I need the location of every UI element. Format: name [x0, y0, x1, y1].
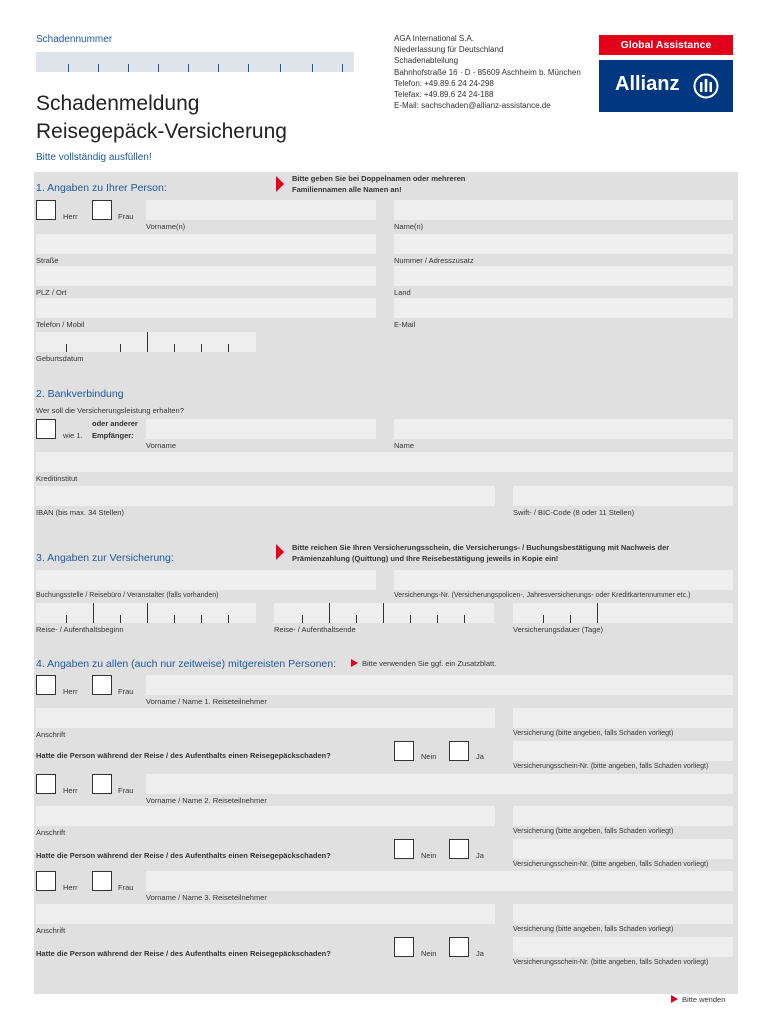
swift-label: Swift- / BIC-Code (8 oder 11 Stellen) — [513, 508, 635, 517]
p3-versicherung-field[interactable] — [513, 904, 733, 924]
p3-ja-checkbox[interactable] — [449, 937, 469, 957]
herr-checkbox[interactable] — [36, 200, 56, 220]
company-line: Niederlassung für Deutschland — [394, 45, 504, 55]
company-line: Telefon: +49.89.6 24 24-298 — [394, 78, 494, 88]
telefon-field[interactable] — [36, 298, 376, 318]
page-title-line2: Reisegepäck-Versicherung — [36, 120, 287, 143]
p1-herr-checkbox[interactable] — [36, 675, 56, 695]
buchungsstelle-label: Buchungsstelle / Reisebüro / Veranstalter (falls vorhanden) — [36, 592, 219, 599]
kreditinstitut-label: Kreditinstitut — [36, 474, 78, 483]
p3-question: Hatte die Person während der Reise / des Aufenthalts einen Reisegepäckschaden? — [36, 949, 331, 958]
allianz-wordmark: Allianz — [615, 73, 680, 95]
bank-vorname-field[interactable] — [146, 419, 376, 439]
vorname-field[interactable] — [146, 200, 376, 220]
vorname-label: Vorname(n) — [146, 222, 186, 231]
p3-herr-checkbox[interactable] — [36, 871, 56, 891]
p3-schein-field[interactable] — [513, 937, 733, 957]
p3-name-label: Vorname / Name 3. Reiseteilnehmer — [146, 893, 267, 902]
p2-versicherung-field[interactable] — [513, 806, 733, 826]
plz-field[interactable] — [36, 266, 376, 286]
p2-anschrift-label: Anschrift — [36, 828, 66, 837]
hint-arrow-icon — [276, 176, 284, 192]
email-label: E-Mail — [394, 320, 416, 329]
company-line: E-Mail: sachschaden@allianz-assistance.de — [394, 101, 551, 111]
claim-number-label: Schadennummer — [36, 34, 113, 45]
allianz-logo — [599, 60, 733, 112]
p1-versicherung-field[interactable] — [513, 708, 733, 728]
p1-question: Hatte die Person während der Reise / des Aufenthalts einen Reisegepäckschaden? — [36, 751, 331, 760]
versicherungsnr-field[interactable] — [394, 570, 733, 590]
p1-frau-label: Frau — [118, 687, 134, 696]
p3-frau-label: Frau — [118, 883, 134, 892]
section1-title: 1. Angaben zu Ihrer Person: — [36, 182, 167, 194]
allianz-eagle-icon — [693, 73, 719, 99]
strasse-label: Straße — [36, 256, 59, 265]
p3-frau-checkbox[interactable] — [92, 871, 112, 891]
nummer-label: Nummer / Adresszusatz — [394, 256, 474, 265]
hint-arrow-icon — [276, 544, 284, 560]
p3-nein-label: Nein — [421, 949, 437, 958]
other-recipient-label2: Empfänger: — [92, 431, 134, 440]
plz-label: PLZ / Ort — [36, 288, 67, 297]
p3-nein-checkbox[interactable] — [394, 937, 414, 957]
p3-versicherung-label: Versicherung (bitte angeben, falls Schaden vorliegt) — [513, 926, 674, 933]
p2-name-label: Vorname / Name 2. Reiseteilnehmer — [146, 796, 267, 805]
p2-nein-label: Nein — [421, 851, 437, 860]
hint-arrow-icon — [351, 659, 358, 667]
p1-ja-label: Ja — [476, 752, 484, 761]
p1-nein-checkbox[interactable] — [394, 741, 414, 761]
land-field[interactable] — [394, 266, 733, 286]
company-line: AGA International S.A. — [394, 34, 475, 43]
p3-ja-label: Ja — [476, 949, 484, 958]
p2-ja-checkbox[interactable] — [449, 839, 469, 859]
bank-name-field[interactable] — [394, 419, 733, 439]
dauer-label: Versicherungsdauer (Tage) — [513, 625, 604, 634]
next-page-arrow-icon — [671, 995, 678, 1003]
herr-label: Herr — [63, 212, 78, 221]
other-recipient-label1: oder anderer — [92, 419, 138, 428]
p1-schein-label: Versicherungsschein-Nr. (bitte angeben, falls Schaden vorliegt) — [513, 763, 709, 770]
telefon-label: Telefon / Mobil — [36, 320, 85, 329]
company-line: Telefax: +49.89.6 24 24-188 — [394, 90, 494, 100]
swift-field[interactable] — [513, 486, 733, 506]
land-label: Land — [394, 288, 411, 297]
global-assistance-banner: Global Assistance — [599, 35, 733, 55]
dauer-field[interactable] — [513, 603, 733, 623]
bank-vorname-label: Vorname — [146, 441, 177, 450]
p2-frau-checkbox[interactable] — [92, 774, 112, 794]
fill-note: Bitte vollständig ausfüllen! — [36, 152, 152, 163]
section3-hint: Bitte reichen Sie Ihren Versicherungsschein, die Versicherungs- / Buchungsbestätigung mit Nachweis der Prämienzahlung (Quittung) und Ihre Reisebestätigung jeweils in Kopie ein! — [292, 543, 670, 563]
p2-herr-checkbox[interactable] — [36, 774, 56, 794]
buchungsstelle-field[interactable] — [36, 570, 376, 590]
p2-frau-label: Frau — [118, 786, 134, 795]
beginn-field[interactable] — [36, 603, 256, 623]
p1-herr-label: Herr — [63, 687, 78, 696]
p1-anschrift-field[interactable] — [36, 708, 495, 728]
nummer-field[interactable] — [394, 234, 733, 254]
section4-hint: Bitte verwenden Sie ggf. ein Zusatzblatt. — [362, 659, 497, 668]
geburtsdatum-field[interactable] — [36, 332, 256, 352]
wie1-label: wie 1. — [63, 431, 83, 440]
claim-number-field[interactable] — [36, 52, 354, 72]
p1-ja-checkbox[interactable] — [449, 741, 469, 761]
p1-frau-checkbox[interactable] — [92, 675, 112, 695]
section4-title: 4. Angaben zu allen (auch nur zeitweise) mitgereisten Personen: — [36, 658, 337, 670]
page-title-line1: Schadenmeldung — [36, 92, 200, 115]
p1-anschrift-label: Anschrift — [36, 730, 66, 739]
p2-ja-label: Ja — [476, 851, 484, 860]
p3-herr-label: Herr — [63, 883, 78, 892]
p1-nein-label: Nein — [421, 752, 437, 761]
p2-anschrift-field[interactable] — [36, 806, 495, 826]
next-page-label: Bitte wenden — [682, 995, 726, 1004]
iban-label: IBAN (bis max. 34 Stellen) — [36, 508, 124, 517]
p2-name-field[interactable] — [146, 774, 733, 794]
email-field[interactable] — [394, 298, 733, 318]
kreditinstitut-field[interactable] — [36, 452, 733, 472]
p3-name-field[interactable] — [146, 871, 733, 891]
versicherungsnr-label: Versicherungs-Nr. (Versicherungspolicen-, Jahresversicherungs- oder Kreditkartennummer etc.) — [394, 592, 691, 599]
p3-anschrift-label: Anschrift — [36, 926, 66, 935]
frau-label: Frau — [118, 212, 134, 221]
section3-title: 3. Angaben zur Versicherung: — [36, 552, 174, 564]
section2-question: Wer soll die Versicherungsleistung erhalten? — [36, 406, 184, 415]
beginn-label: Reise- / Aufenthaltsbeginn — [36, 625, 124, 634]
p2-versicherung-label: Versicherung (bitte angeben, falls Schaden vorliegt) — [513, 828, 674, 835]
p2-nein-checkbox[interactable] — [394, 839, 414, 859]
p2-herr-label: Herr — [63, 786, 78, 795]
iban-field[interactable] — [36, 486, 495, 506]
section2-title: 2. Bankverbindung — [36, 388, 124, 400]
geburtsdatum-label: Geburtsdatum — [36, 354, 84, 363]
p1-versicherung-label: Versicherung (bitte angeben, falls Schaden vorliegt) — [513, 730, 674, 737]
bank-name-label: Name — [394, 441, 415, 450]
frau-checkbox[interactable] — [92, 200, 112, 220]
company-line: Bahnhofstraße 16 · D - 85609 Aschheim b. München — [394, 67, 581, 77]
company-line: Schadenabteilung — [394, 56, 459, 66]
wie1-checkbox[interactable] — [36, 419, 56, 439]
strasse-field[interactable] — [36, 234, 376, 254]
p3-schein-label: Versicherungsschein-Nr. (bitte angeben, falls Schaden vorliegt) — [513, 959, 709, 966]
p3-anschrift-field[interactable] — [36, 904, 495, 924]
ende-label: Reise- / Aufenthaltsende — [274, 625, 356, 634]
p2-schein-label: Versicherungsschein-Nr. (bitte angeben, falls Schaden vorliegt) — [513, 861, 709, 868]
p2-schein-field[interactable] — [513, 839, 733, 859]
p1-schein-field[interactable] — [513, 741, 733, 761]
section1-hint: Bitte geben Sie bei Doppelnamen oder mehreren Familiennamen alle Namen an! — [292, 174, 466, 194]
name-field[interactable] — [394, 200, 733, 220]
company-address — [394, 33, 581, 111]
p1-name-field[interactable] — [146, 675, 733, 695]
ende-field[interactable] — [274, 603, 494, 623]
p2-question: Hatte die Person während der Reise / des Aufenthalts einen Reisegepäckschaden? — [36, 851, 331, 860]
p1-name-label: Vorname / Name 1. Reiseteilnehmer — [146, 697, 267, 706]
name-label: Name(n) — [394, 222, 424, 231]
